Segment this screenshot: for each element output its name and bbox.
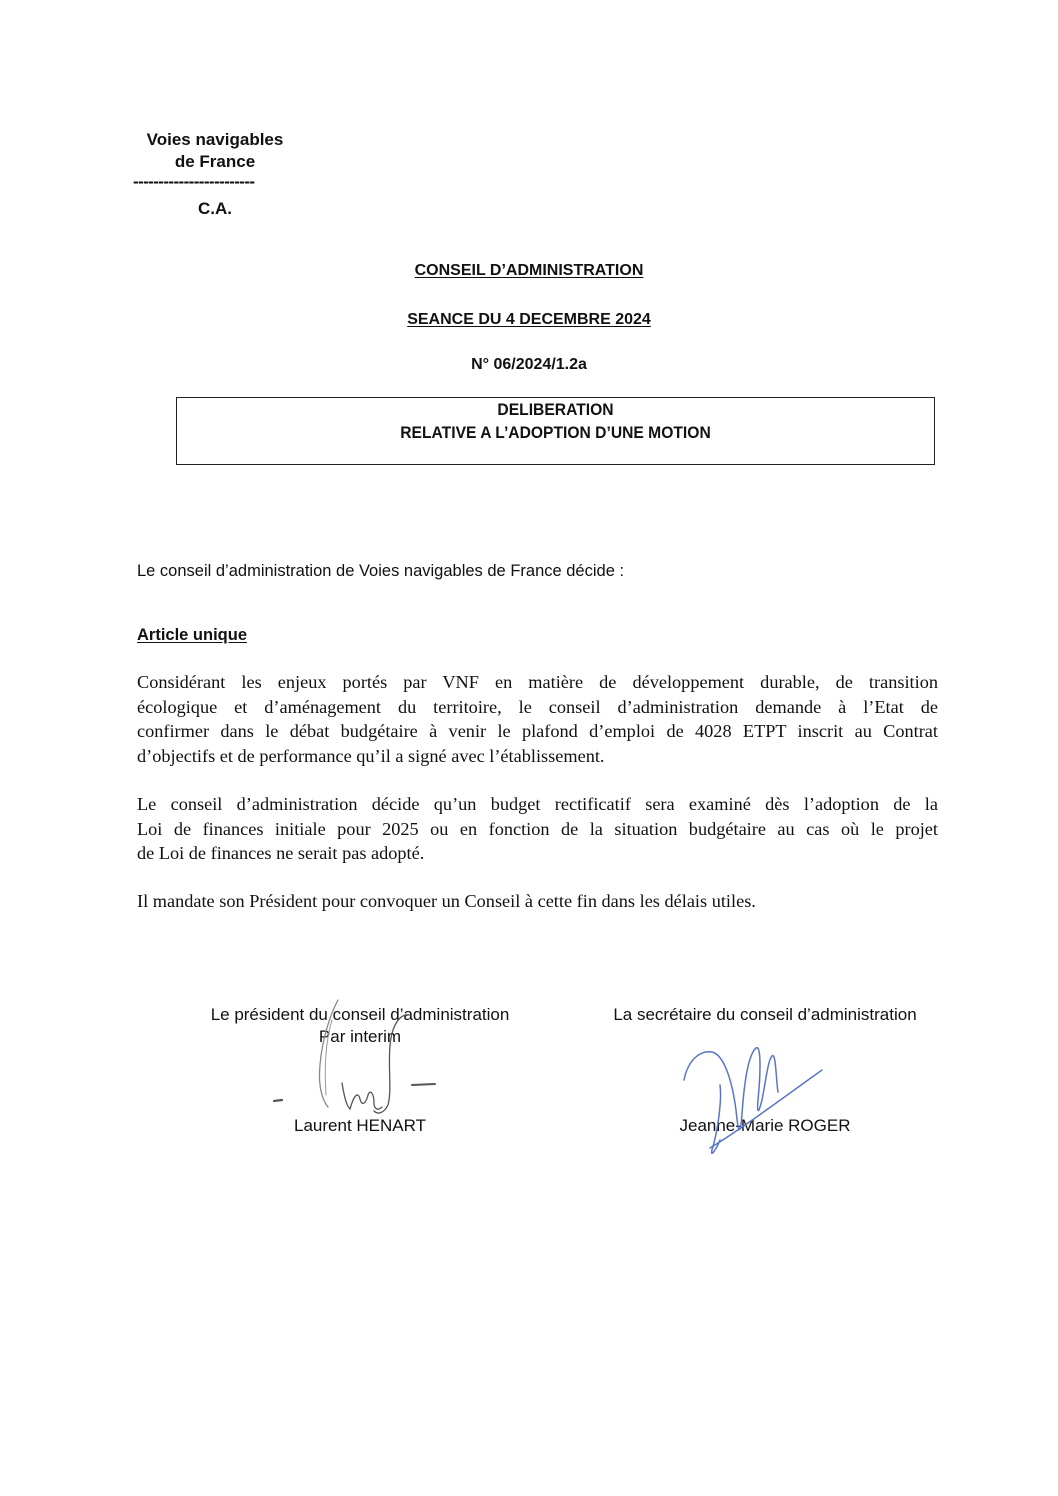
document-title xyxy=(0,262,1058,280)
president-role: Le président du conseil d’administration xyxy=(210,1005,510,1024)
secretary-name: Jeanne-Marie ROGER xyxy=(679,1116,851,1135)
paragraph-line: confirmer dans le débat budgétaire à venir le plafond d’emploi de 4028 ETPT inscrit au Contrat xyxy=(137,721,938,741)
president-interim-label: Par interim xyxy=(318,1027,402,1046)
deliberation-box-subtitle: RELATIVE A L’ADOPTION D’UNE MOTION xyxy=(400,423,711,442)
document-title-text: CONSEIL D’ADMINISTRATION xyxy=(414,262,644,279)
paragraph-line: écologique et d’aménagement du territoire, le conseil d’administration demande à l’Etat de xyxy=(137,696,938,717)
paragraph-2 xyxy=(137,792,938,866)
paragraph-line: Il mandate son Président pour convoquer un Conseil à cette fin dans les délais utiles. xyxy=(137,891,756,911)
paragraph-line: Loi de finances initiale pour 2025 ou en fonction de la situation budgétaire au cas où le projet xyxy=(137,818,938,839)
organization-separator: ------------------------ xyxy=(133,172,255,191)
article-heading: Article unique xyxy=(137,626,248,644)
paragraph-line: Le conseil d’administration décide qu’un budget rectificatif sera examiné dès l’adoption de la xyxy=(137,794,938,814)
organization-name-line1: Voies navigables xyxy=(146,130,284,149)
paragraph-line: Considérant les enjeux portés par VNF en matière de développement durable, de transition xyxy=(137,672,938,692)
session-date-text: SEANCE DU 4 DECEMBRE 2024 xyxy=(407,311,651,328)
paragraph-line: de Loi de finances ne serait pas adopté. xyxy=(137,843,425,863)
organization-name-line2: de France xyxy=(174,152,256,171)
deliberation-box-title: DELIBERATION xyxy=(497,400,614,419)
president-name: Laurent HENART xyxy=(294,1116,426,1135)
secretary-signature xyxy=(660,1030,840,1165)
intro-text: Le conseil d’administration de Voies navigables de France décide : xyxy=(137,562,625,580)
secretary-role: La secrétaire du conseil d’administration xyxy=(613,1005,917,1024)
organization-unit: C.A. xyxy=(198,199,232,218)
paragraph-3 xyxy=(137,889,938,914)
paragraph-line: d’objectifs et de performance qu’il a signé avec l’établissement. xyxy=(137,745,605,766)
session-date xyxy=(0,311,1058,329)
paragraph-1 xyxy=(137,670,938,768)
deliberation-number-text: N° 06/2024/1.2a xyxy=(471,356,587,373)
deliberation-number xyxy=(0,356,1058,374)
